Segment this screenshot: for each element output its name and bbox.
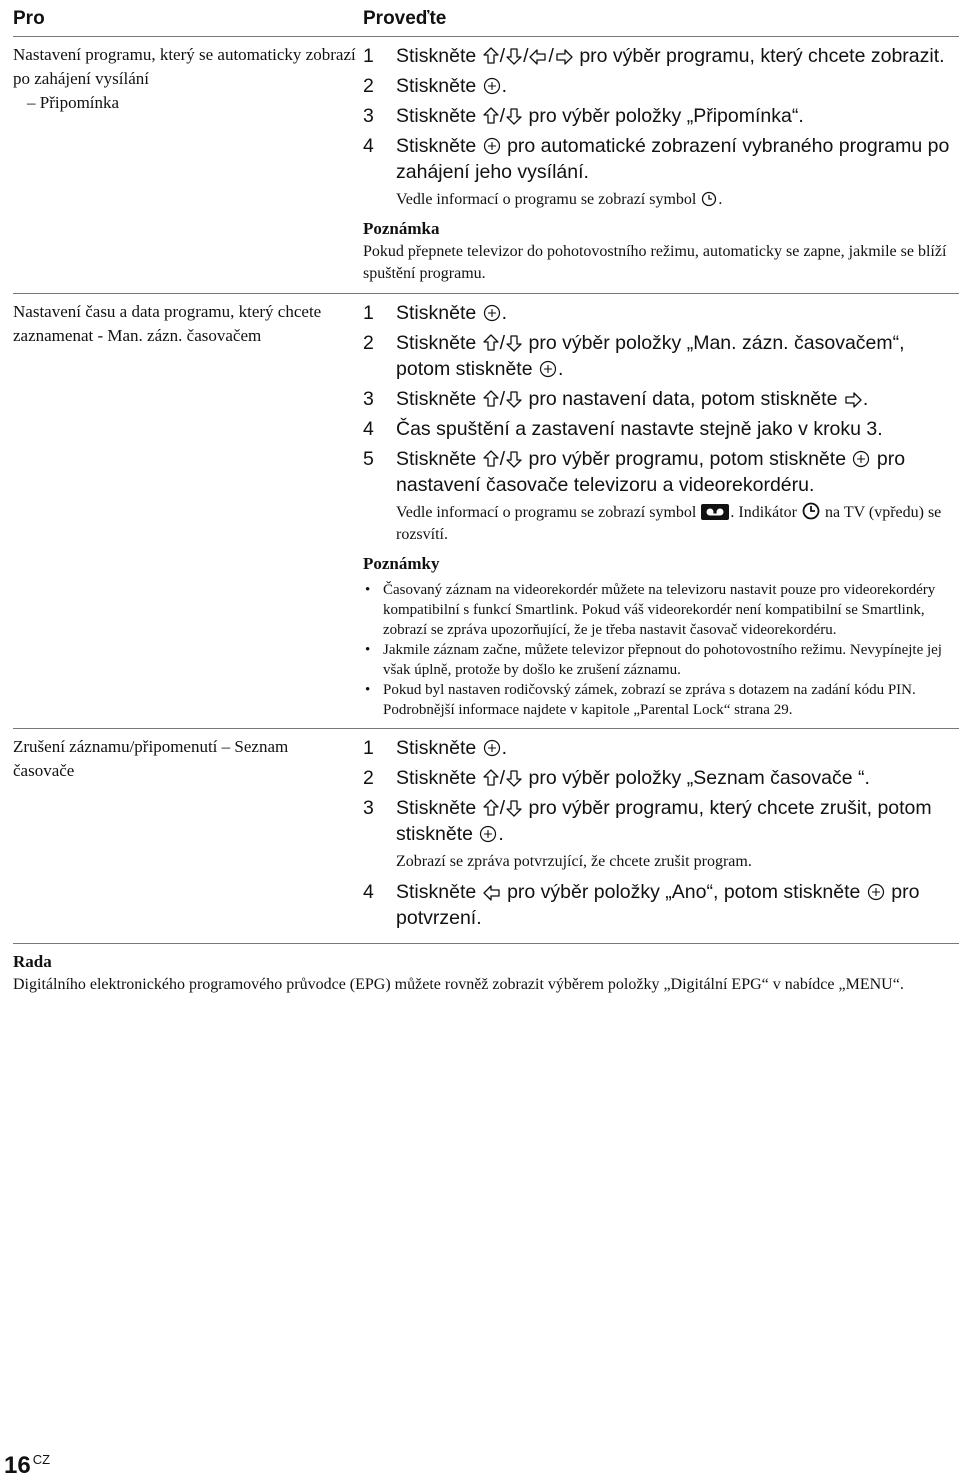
detail-text: na TV (vpředu) se rozsvítí.	[396, 504, 942, 543]
step-4-detail	[396, 189, 959, 211]
step-number: 3	[363, 797, 374, 819]
ok-button-icon	[483, 137, 501, 155]
step-1	[363, 300, 959, 326]
note-text: Pokud přepnete televizor do pohotovostního režimu, automaticky se zapne, jakmile se blíží spuštění programu.	[363, 243, 947, 282]
notes-list	[363, 580, 959, 720]
step-text: pro výběr položky „Man. zázn. časovačem“, potom stiskněte	[396, 332, 905, 380]
step-text: Stiskněte	[396, 448, 477, 470]
language-code: CZ	[32, 1452, 51, 1467]
header-pro: Pro	[13, 8, 45, 29]
arrow-down-icon	[506, 799, 522, 817]
step-text: pro výběr položky „Seznam časovače “.	[528, 767, 870, 789]
note-label: Poznámka	[363, 219, 440, 238]
step-text: Stiskněte	[396, 332, 477, 354]
step-text: Stiskněte	[396, 797, 477, 819]
detail-text: Vedle informací o programu se zobrazí symbol	[396, 191, 697, 208]
ok-button-icon	[479, 825, 497, 843]
step-text: Čas spuštění a zastavení nastavte stejně jako v kroku 3.	[396, 418, 883, 440]
row-title: Nastavení programu, který se automaticky zobrazí po zahájení vysílání	[13, 45, 356, 88]
step-4	[363, 133, 959, 185]
note-text: Časovaný záznam na videorekordér můžete na televizoru nastavit pouze pro videorekordéry kompatibilní s funkcí Smartlink. Pokud váš videorekordér není kompatibilní se Smartlink, zobrazí se zpráva upozorňující, že je třeba nastavit časovač videorekordéru.	[383, 582, 936, 638]
tip-text: Digitálního elektronického programového průvodce (EPG) můžete rovněž zobrazit výběrem položky „Digitální EPG“ v nabídce „MENU“.	[13, 976, 904, 993]
step-2	[363, 73, 959, 99]
row-steps	[363, 37, 959, 293]
row-label	[13, 729, 363, 943]
step-text: .	[501, 302, 508, 324]
step-text: pro nastavení data, potom stiskněte	[528, 388, 838, 410]
arrow-down-icon	[506, 390, 522, 408]
arrow-up-icon	[483, 107, 499, 125]
arrow-down-icon	[506, 107, 522, 125]
detail-text: .	[718, 191, 723, 208]
step-text: Stiskněte	[396, 767, 477, 789]
step-1	[363, 735, 959, 761]
step-3-detail: Zobrazí se zpráva potvrzující, že chcete zrušit program.	[396, 853, 752, 870]
row-steps	[363, 729, 959, 943]
step-2: 2 Stiskněte / pro výběr položky „Man. zázn. časovačem“, potom stiskněte .	[363, 332, 905, 380]
table-row-reminder	[13, 37, 959, 294]
arrow-left-icon	[483, 885, 501, 901]
list-item: • Časovaný záznam na videorekordér můžete na televizoru nastavit pouze pro videorekordéry kompatibilní s funkcí Smartlink. Pokud váš videorekordér není kompatibilní se Smartlink, zobrazí se zpráva upozorňující, že je třeba nastavit časovač videorekordéru.	[365, 582, 936, 638]
step-number: 1	[363, 302, 374, 324]
tip-box	[13, 950, 959, 995]
step-text: .	[501, 75, 508, 97]
step-text: pro potvrzení.	[396, 881, 920, 929]
step-4	[363, 879, 959, 931]
ok-button-icon	[483, 304, 501, 322]
instruction-table	[13, 0, 959, 995]
step-number: 2	[363, 767, 374, 789]
arrow-down-icon	[506, 334, 522, 352]
arrow-down-icon	[506, 450, 522, 468]
step-number: 4	[363, 418, 374, 440]
step-number: 2	[363, 332, 374, 354]
table-header	[13, 0, 959, 37]
ok-button-icon	[852, 450, 870, 468]
step-number: 2	[363, 75, 374, 97]
step-5: 5 Stiskněte / pro výběr programu, potom stiskněte pro nastavení časovače televizoru a videorekordéru.	[363, 448, 906, 496]
page-footer	[4, 1452, 50, 1480]
step-4	[363, 416, 959, 442]
vcr-tape-icon	[701, 504, 729, 520]
step-text: Stiskněte	[396, 881, 477, 903]
step-number: 1	[363, 45, 374, 67]
step-text: pro automatické zobrazení vybraného programu po zahájení jeho vysílání.	[396, 135, 950, 183]
header-provedte: Proveďte	[363, 8, 447, 29]
step-5-detail	[396, 502, 959, 546]
step-text: Stiskněte	[396, 302, 477, 324]
step-3: 3 Stiskněte / pro výběr programu, který chcete zrušit, potom stiskněte .	[363, 797, 932, 845]
arrow-up-icon	[483, 450, 499, 468]
ok-button-icon	[483, 77, 501, 95]
page-number: 16	[4, 1452, 31, 1479]
row-title: Nastavení času a data programu, který chcete zaznamenat - Man. zázn. časovačem	[13, 302, 322, 345]
row-subtitle: – Připomínka	[27, 93, 120, 112]
arrow-down-icon	[506, 47, 522, 65]
step-text: pro výběr položky „Připomínka“.	[528, 105, 804, 127]
reminder-clock-icon	[701, 191, 717, 207]
step-3: 3 Stiskněte / pro výběr položky „Připomínka“.	[363, 105, 804, 127]
detail-text: . Indikátor	[730, 504, 798, 521]
step-number: 1	[363, 737, 374, 759]
arrow-up-icon	[483, 799, 499, 817]
detail-text: Vedle informací o programu se zobrazí symbol	[396, 504, 697, 521]
arrow-up-icon	[483, 47, 499, 65]
tip-label: Rada	[13, 952, 52, 971]
arrow-right-icon	[555, 49, 573, 65]
step-text: Stiskněte	[396, 45, 477, 67]
step-text: pro výběr programu, který chcete zrušit, potom stiskněte	[396, 797, 932, 845]
ok-button-icon	[483, 739, 501, 757]
arrow-up-icon	[483, 334, 499, 352]
step-1: 1 Stiskněte / / / pro výběr programu, který chcete zobrazit.	[363, 45, 945, 67]
timer-indicator-icon	[802, 502, 820, 520]
ok-button-icon	[867, 883, 885, 901]
row-label	[13, 294, 363, 728]
note-text: Jakmile záznam začne, můžete televizor přepnout do pohotovostního režimu. Nevypínejte jej však úplně, protože by došlo ke zrušení záznamu.	[383, 642, 942, 678]
step-text: Stiskněte	[396, 737, 477, 759]
step-text: pro výběr programu, potom stiskněte	[528, 448, 847, 470]
arrow-down-icon	[506, 769, 522, 787]
step-text: .	[558, 358, 564, 380]
step-text: pro výběr položky „Ano“, potom stiskněte	[507, 881, 861, 903]
step-text: pro výběr programu, který chcete zobrazit.	[579, 45, 945, 67]
list-item: • Pokud byl nastaven rodičovský zámek, zobrazí se zpráva s dotazem na zadání kódu PIN. Podrobnější informace najdete v kapitole „Parental Lock“ strana 29.	[365, 682, 916, 718]
step-2: 2 Stiskněte / pro výběr položky „Seznam časovače “.	[363, 767, 870, 789]
step-number: 5	[363, 448, 374, 470]
notes-label: Poznámky	[363, 554, 440, 573]
row-title: Zrušení záznamu/připomenutí – Seznam časovače	[13, 737, 289, 780]
ok-button-icon	[539, 360, 557, 378]
step-number: 4	[363, 135, 374, 157]
step-text: Stiskněte	[396, 388, 477, 410]
list-item: • Jakmile záznam začne, můžete televizor přepnout do pohotovostního režimu. Nevypínejte jej však úplně, protože by došlo ke zrušení záznamu.	[365, 642, 942, 678]
arrow-left-icon	[529, 49, 547, 65]
table-row-manual-timer	[13, 294, 959, 729]
step-text: pro nastavení časovače televizoru a videorekordéru.	[396, 448, 906, 496]
arrow-right-icon	[844, 392, 862, 408]
table-row-cancel	[13, 729, 959, 944]
step-number: 3	[363, 105, 374, 127]
step-text: Stiskněte	[396, 105, 477, 127]
step-text: Stiskněte	[396, 75, 477, 97]
arrow-up-icon	[483, 390, 499, 408]
step-number: 3	[363, 388, 374, 410]
step-number: 4	[363, 881, 374, 903]
step-text: .	[862, 388, 869, 410]
step-3: 3 Stiskněte / pro nastavení data, potom stiskněte .	[363, 388, 869, 410]
step-text: Stiskněte	[396, 135, 477, 157]
arrow-up-icon	[483, 769, 499, 787]
step-text: .	[498, 823, 504, 845]
row-steps	[363, 294, 959, 728]
step-text: .	[501, 737, 508, 759]
note-text: Pokud byl nastaven rodičovský zámek, zobrazí se zpráva s dotazem na zadání kódu PIN. Podrobnější informace najdete v kapitole „Parental Lock“ strana 29.	[383, 682, 916, 718]
row-label	[13, 37, 363, 293]
